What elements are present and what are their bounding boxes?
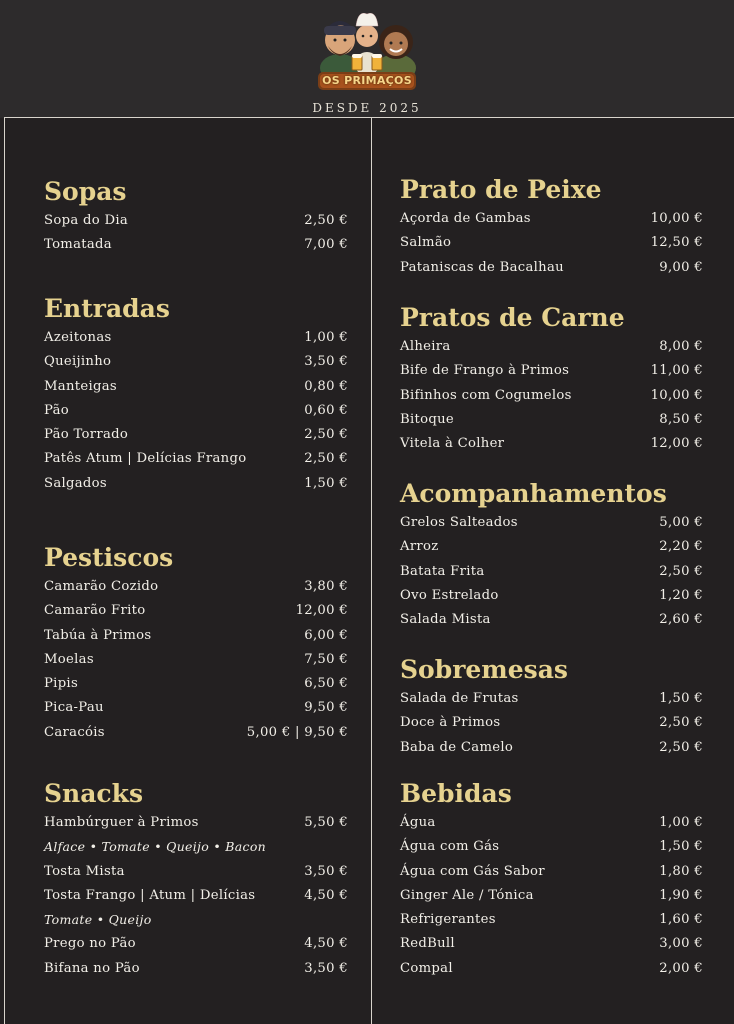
section-title: Acompanhamentos <box>400 479 667 508</box>
item-name: Sopa do Dia <box>44 213 128 228</box>
item-price: 9,50 € <box>304 700 348 716</box>
item-name: Refrigerantes <box>400 912 496 928</box>
section-bebidas <box>400 777 703 981</box>
menu-item <box>44 811 348 835</box>
section-prato-de-peixe <box>400 173 703 280</box>
section-acompanhamentos <box>400 477 703 632</box>
menu-item <box>44 472 348 496</box>
section-title: Sobremesas <box>400 655 568 684</box>
item-name: Bife de Frango à Primos <box>400 363 570 379</box>
item-note: Alface • Tomate • Queijo • Bacon <box>44 839 266 855</box>
menu-item <box>400 432 703 456</box>
item-price: 10,00 € <box>650 211 703 226</box>
section-pratos-de-carne <box>400 301 703 456</box>
menu-item <box>44 599 348 623</box>
menu-item <box>44 672 348 696</box>
item-price: 3,50 € <box>304 863 348 879</box>
section-title: Bebidas <box>400 779 512 808</box>
section-sobremesas <box>400 653 703 760</box>
section-items <box>400 335 703 456</box>
section-items <box>44 575 348 745</box>
item-price: 2,20 € <box>659 539 703 555</box>
menu-item <box>400 560 703 584</box>
item-price: 1,20 € <box>659 587 703 603</box>
item-name: Bitoque <box>400 411 454 427</box>
menu-item <box>400 957 703 981</box>
item-price: 4,50 € <box>304 936 348 952</box>
item-name: Água <box>400 815 436 830</box>
item-name: Água com Gás Sabor <box>400 863 545 879</box>
menu-item <box>44 648 348 672</box>
menu-item <box>44 957 348 981</box>
menu-item <box>400 608 703 632</box>
item-price: 1,80 € <box>659 863 703 879</box>
menu-item <box>400 811 703 835</box>
item-price: 2,00 € <box>659 960 703 976</box>
item-price: 8,00 € <box>659 339 703 354</box>
menu-item <box>400 860 703 884</box>
item-price: 6,50 € <box>304 676 348 692</box>
item-name: Caracóis <box>44 724 105 740</box>
section-title: Snacks <box>44 779 144 808</box>
item-name: Salada Mista <box>400 612 491 628</box>
item-name: Ovo Estrelado <box>400 587 499 603</box>
item-price: 0,60 € <box>304 402 348 418</box>
item-price: 5,00 € | 9,50 € <box>246 724 348 740</box>
item-name: Salmão <box>400 235 452 251</box>
menu-item <box>400 231 703 255</box>
menu-item <box>44 209 348 233</box>
item-price: 1,00 € <box>659 815 703 830</box>
menu-item <box>400 736 703 760</box>
item-name: Tomatada <box>44 237 112 253</box>
item-price: 5,00 € <box>659 515 703 530</box>
item-name: Pipis <box>44 676 79 692</box>
item-price: 2,50 € <box>659 563 703 579</box>
item-name: Queijinho <box>44 354 112 370</box>
since-year: DESDE 2025 <box>312 101 422 115</box>
item-price: 12,50 € <box>650 235 703 251</box>
item-price: 3,80 € <box>304 579 348 594</box>
item-price: 5,50 € <box>304 815 348 830</box>
section-items <box>400 687 703 760</box>
menu-item <box>44 860 348 884</box>
item-price: 2,50 € <box>659 715 703 731</box>
item-name: Açorda de Gambas <box>400 211 531 226</box>
item-name: Compal <box>400 960 453 976</box>
item-name: Pão Torrado <box>44 427 129 443</box>
menu-item <box>44 575 348 599</box>
restaurant-logo <box>314 4 420 94</box>
item-name: Pica-Pau <box>44 700 104 716</box>
item-price: 1,00 € <box>304 330 348 345</box>
item-name: Manteigas <box>44 378 117 394</box>
menu-item <box>44 624 348 648</box>
item-name: Salgados <box>44 475 107 491</box>
section-title: Pestiscos <box>44 543 174 572</box>
section-pestiscos <box>44 541 348 745</box>
column-divider <box>371 118 372 1024</box>
menu-item <box>44 350 348 374</box>
section-items <box>44 209 348 258</box>
menu-item <box>44 721 348 745</box>
item-price: 8,50 € <box>659 411 703 427</box>
menu-item <box>44 932 348 956</box>
section-entradas <box>44 292 348 496</box>
menu-item <box>400 835 703 859</box>
item-price: 3,50 € <box>304 354 348 370</box>
menu-item <box>400 932 703 956</box>
item-name: Bifinhos com Cogumelos <box>400 387 572 403</box>
item-price: 12,00 € <box>295 603 348 619</box>
item-price: 7,50 € <box>304 651 348 667</box>
section-title: Pratos de Carne <box>400 303 625 332</box>
item-price: 1,90 € <box>659 887 703 903</box>
item-name: Tosta Frango | Atum | Delícias <box>44 887 256 903</box>
item-price: 2,60 € <box>659 612 703 628</box>
item-price: 1,50 € <box>659 839 703 855</box>
item-name: Ginger Ale / Tónica <box>400 887 534 903</box>
section-title: Prato de Peixe <box>400 175 602 204</box>
item-name: Água com Gás <box>400 839 500 855</box>
item-price: 1,60 € <box>659 912 703 928</box>
section-snacks <box>44 777 348 981</box>
menu-item-note <box>44 908 348 932</box>
menu-item <box>400 511 703 535</box>
item-name: Salada de Frutas <box>400 691 519 706</box>
item-price: 9,00 € <box>659 259 703 275</box>
menu-item <box>400 335 703 359</box>
item-name: Bifana no Pão <box>44 960 140 976</box>
menu-item <box>44 884 348 908</box>
item-price: 7,00 € <box>304 237 348 253</box>
item-name: Tabúa à Primos <box>44 627 152 643</box>
item-price: 1,50 € <box>659 691 703 706</box>
menu-item <box>44 696 348 720</box>
item-name: Grelos Salteados <box>400 515 518 530</box>
item-name: Arroz <box>400 539 439 555</box>
item-price: 3,00 € <box>659 936 703 952</box>
menu-item <box>44 326 348 350</box>
item-price: 12,00 € <box>650 436 703 452</box>
item-name: Camarão Cozido <box>44 579 159 594</box>
section-items <box>400 511 703 632</box>
section-sopas <box>44 175 348 258</box>
item-name: Baba de Camelo <box>400 739 514 755</box>
item-price: 2,50 € <box>304 451 348 467</box>
item-name: Doce à Primos <box>400 715 501 731</box>
menu-item <box>400 256 703 280</box>
item-price: 10,00 € <box>650 387 703 403</box>
item-price: 6,00 € <box>304 627 348 643</box>
menu-item <box>400 359 703 383</box>
item-name: Prego no Pão <box>44 936 136 952</box>
menu-item <box>400 884 703 908</box>
item-note: Tomate • Queijo <box>44 912 152 928</box>
menu-item <box>400 687 703 711</box>
menu-item <box>400 584 703 608</box>
menu-item <box>44 375 348 399</box>
menu-item <box>400 908 703 932</box>
item-name: Vitela à Colher <box>400 436 505 452</box>
item-name: Tosta Mista <box>44 863 125 879</box>
section-items <box>400 811 703 981</box>
item-name: Batata Frita <box>400 563 485 579</box>
item-price: 11,00 € <box>650 363 703 379</box>
menu-item <box>400 207 703 231</box>
item-price: 2,50 € <box>304 427 348 443</box>
section-title: Sopas <box>44 177 127 206</box>
item-name: RedBull <box>400 936 455 952</box>
logo-text: OS PRIMAÇOS <box>322 74 412 87</box>
item-name: Pão <box>44 402 69 418</box>
item-name: Camarão Frito <box>44 603 146 619</box>
item-price: 2,50 € <box>659 739 703 755</box>
item-price: 0,80 € <box>304 378 348 394</box>
section-items <box>44 811 348 981</box>
menu-header <box>0 0 734 118</box>
item-name: Pataniscas de Bacalhau <box>400 259 564 275</box>
menu-item <box>400 384 703 408</box>
item-price: 2,50 € <box>304 213 348 228</box>
section-items <box>44 326 348 496</box>
item-price: 4,50 € <box>304 887 348 903</box>
item-price: 3,50 € <box>304 960 348 976</box>
menu-item <box>44 399 348 423</box>
section-items <box>400 207 703 280</box>
menu-item <box>400 711 703 735</box>
menu-item <box>400 535 703 559</box>
menu-item <box>44 233 348 257</box>
menu-item <box>400 408 703 432</box>
section-title: Entradas <box>44 294 170 323</box>
item-name: Moelas <box>44 651 94 667</box>
item-price: 1,50 € <box>304 475 348 491</box>
menu-item <box>44 423 348 447</box>
item-name: Azeitonas <box>44 330 112 345</box>
item-name: Patês Atum | Delícias Frango <box>44 451 247 467</box>
menu-item <box>44 447 348 471</box>
menu-item-note <box>44 835 348 859</box>
item-name: Hambúrguer à Primos <box>44 815 199 830</box>
item-name: Alheira <box>400 339 451 354</box>
